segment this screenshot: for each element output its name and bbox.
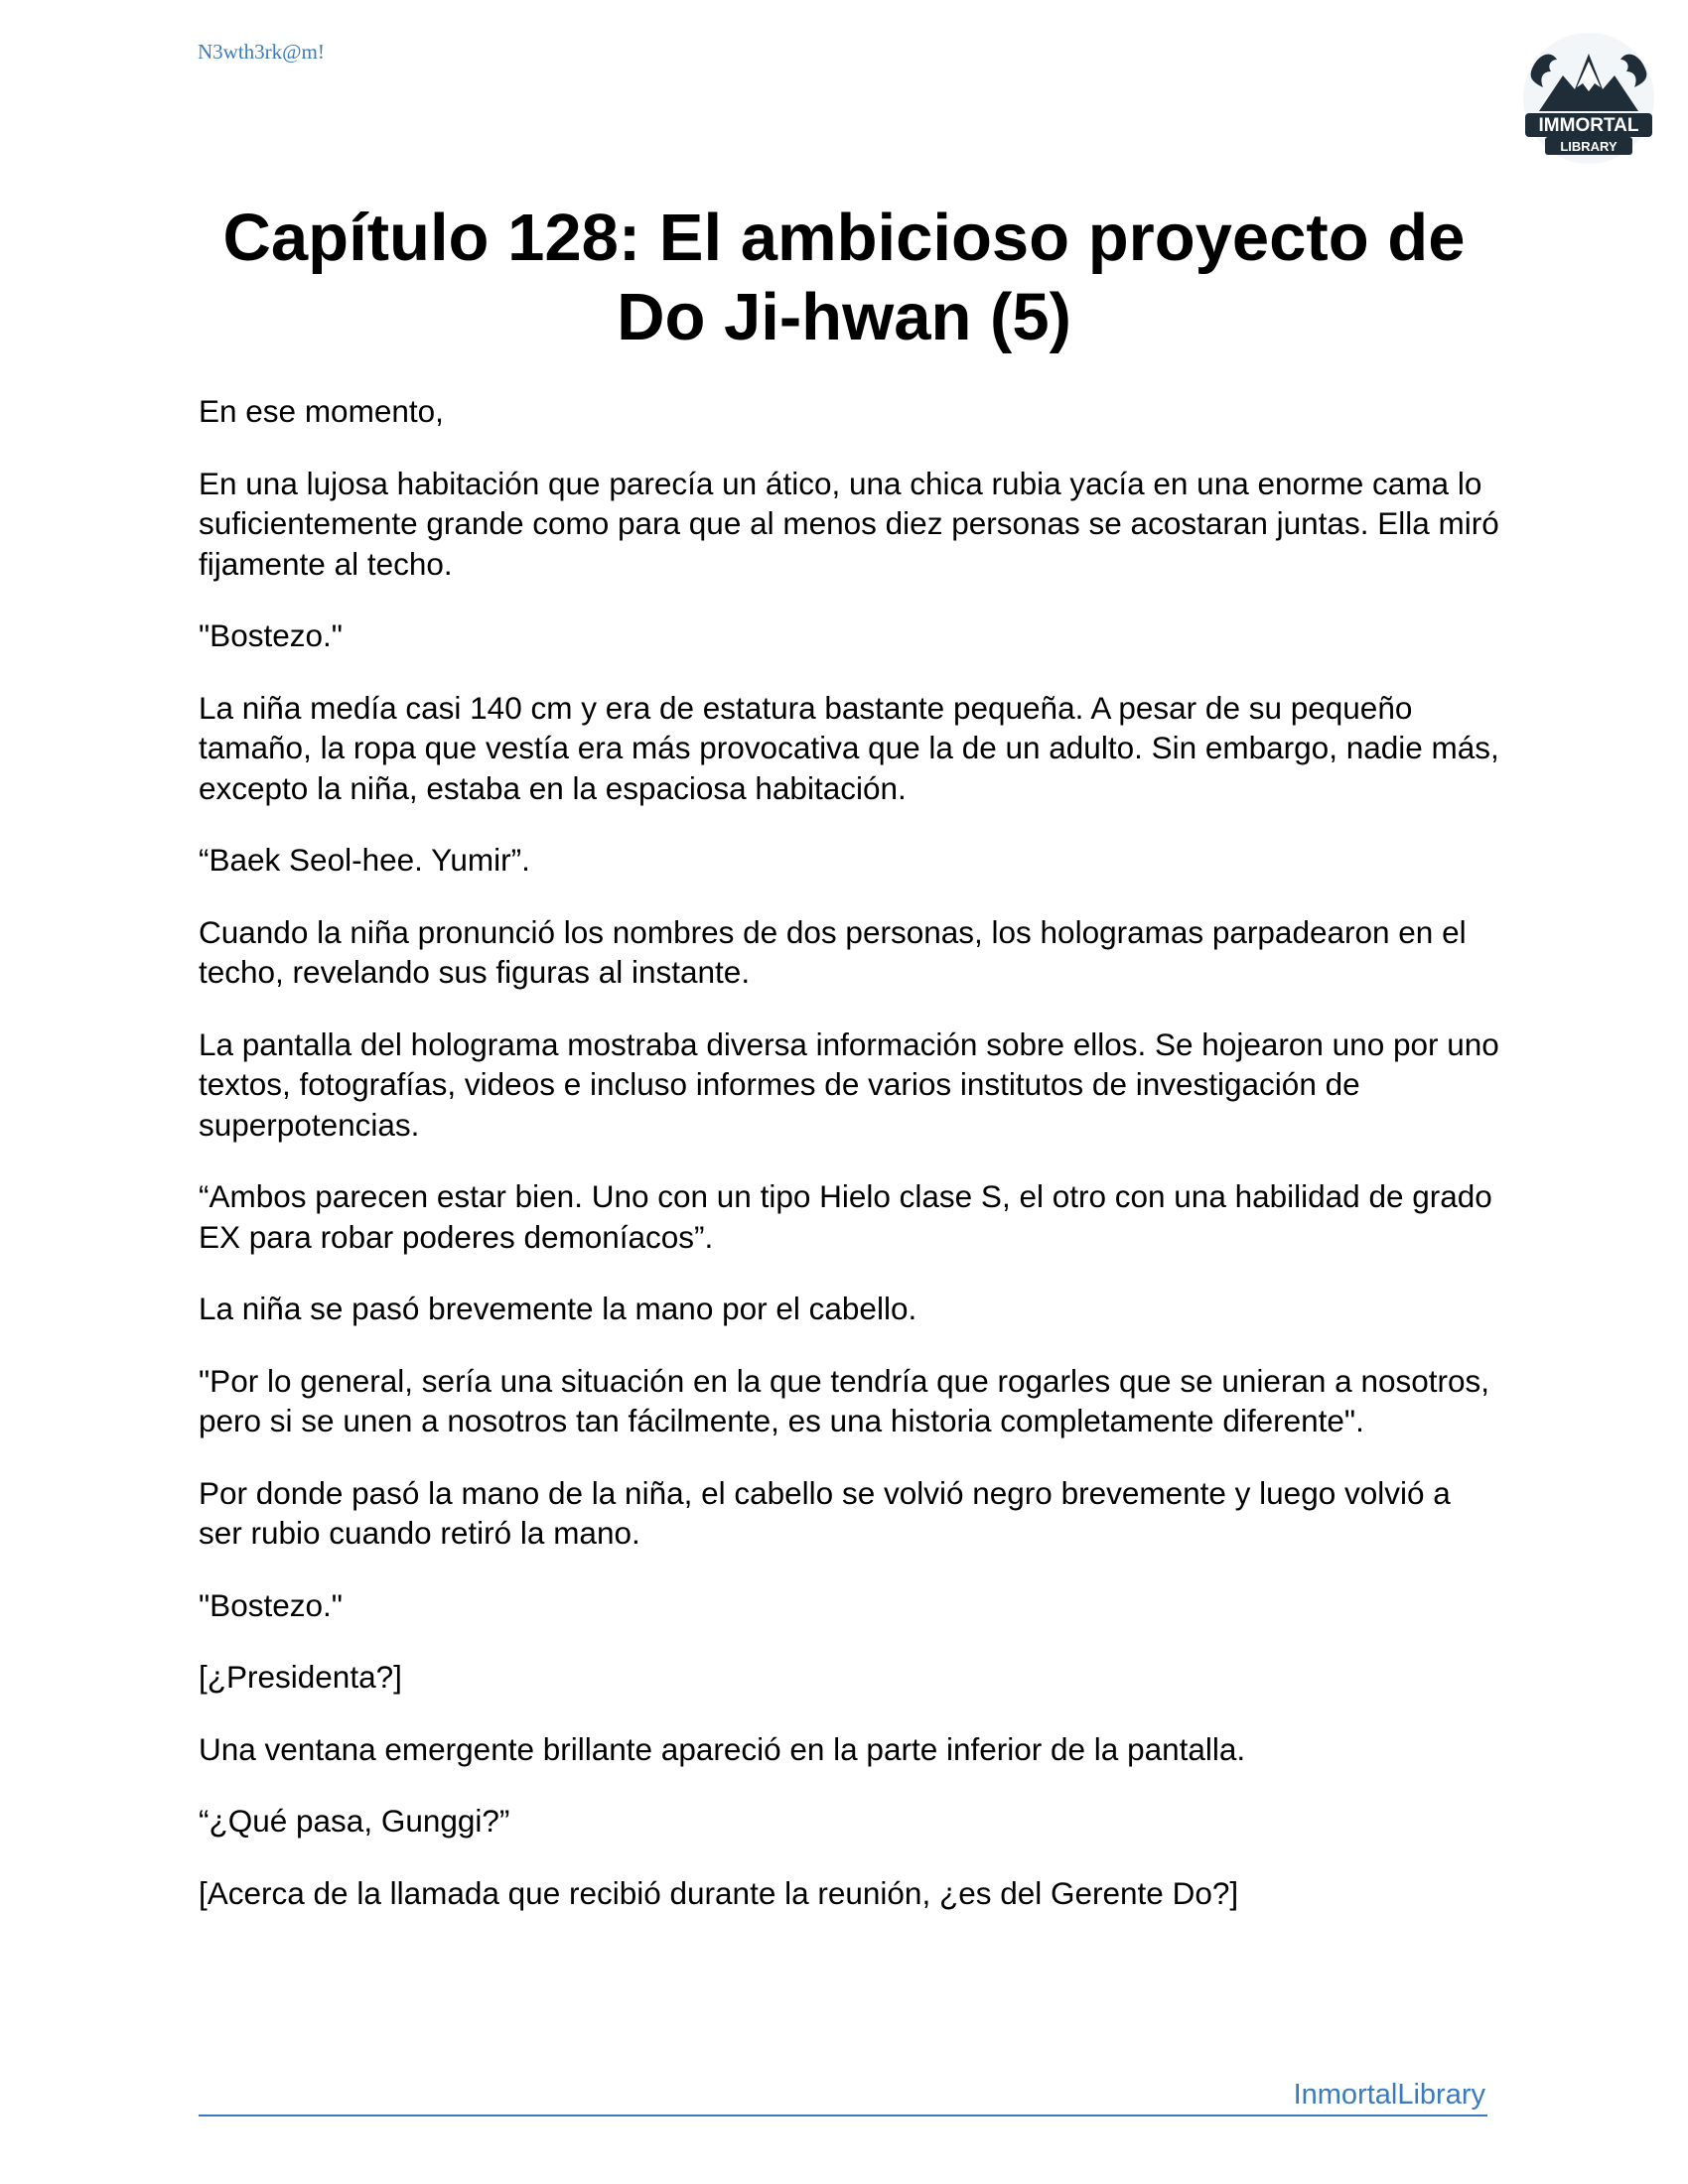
svg-text:LIBRARY: LIBRARY	[1560, 139, 1618, 154]
header-watermark-text: N3wth3rk@m!	[198, 40, 325, 64]
paragraph: La niña se pasó brevemente la mano por el cabello.	[199, 1291, 917, 1326]
paragraph: Por donde pasó la mano de la niña, el cabello se volvió negro brevemente y luego volvió a ser rubio cuando retiró la mano.	[199, 1474, 1451, 1551]
paragraph: La pantalla del holograma mostraba diversa información sobre ellos. Se hojearon uno por uno textos, fotografías, videos e incluso informes de varios institutos de investigación de superpotencias.	[199, 1025, 1499, 1143]
chapter-title-line-1: Capítulo 128: El ambicioso proyecto de	[222, 201, 1466, 275]
paragraph: “Baek Seol-hee. Yumir”.	[199, 842, 530, 878]
paragraph: En una lujosa habitación que parecía un ático, una chica rubia yacía en una enorme cama lo suficientemente grande como para que al menos diez personas se acostaran juntas. Ella miró fijamente al techo.	[199, 465, 1499, 582]
paragraph: Cuando la niña pronunció los nombres de dos personas, los hologramas parpadearon en el techo, revelando sus figuras al instante.	[199, 913, 1467, 990]
paragraph: La niña medía casi 140 cm y era de estatura bastante pequeña. A pesar de su pequeño tamaño, la ropa que vestía era más provocativa que la de un adulto. Sin embargo, nadie más, excepto la niña, estaba en la espaciosa habitación.	[199, 689, 1499, 806]
paragraph: [¿Presidenta?]	[199, 1659, 402, 1695]
chapter-body	[199, 391, 1499, 1945]
paragraph: "Bostezo."	[199, 617, 343, 653]
paragraph: "Bostezo."	[199, 1586, 343, 1623]
paragraph: “¿Qué pasa, Gunggi?”	[199, 1803, 510, 1839]
paragraph: "Por lo general, sería una situación en la que tendría que rogarles que se unieran a nosotros, pero si se unen a nosotros tan fácilmente, es una historia completamente diferente".	[199, 1362, 1490, 1438]
paragraph: En ese momento,	[199, 393, 444, 429]
chapter-title	[149, 199, 1539, 357]
chapter-title-line-2: Do Ji-hwan (5)	[617, 280, 1071, 354]
footer-site-link[interactable]: InmortalLibrary	[1293, 2079, 1485, 2111]
footer-divider	[199, 2115, 1487, 2116]
paragraph: Una ventana emergente brillante apareció en la parte inferior de la pantalla.	[199, 1730, 1246, 1767]
paragraph: [Acerca de la llamada que recibió durante la reunión, ¿es del Gerente Do?]	[199, 1874, 1239, 1911]
svg-text:IMMORTAL: IMMORTAL	[1538, 115, 1639, 136]
paragraph: “Ambos parecen estar bien. Uno con un tipo Hielo clase S, el otro con una habilidad de grado EX para robar poderes demoníacos”.	[199, 1178, 1492, 1255]
immortal-library-logo	[1517, 32, 1660, 165]
